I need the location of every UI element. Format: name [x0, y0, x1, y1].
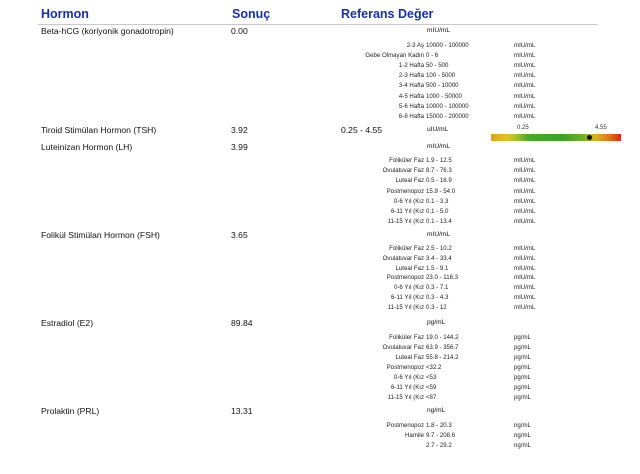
subrange-row — [0, 93, 640, 103]
subrange-label: 0-6 Yıl (Kız — [393, 197, 424, 205]
test-row — [0, 125, 640, 139]
test-result: 89.84 — [231, 318, 253, 328]
subrange-row — [0, 245, 640, 255]
subrange-label: 3-4 Hafta — [398, 82, 424, 90]
subrange-label: 11-15 Yıl (Kız — [387, 394, 424, 401]
subrange-unit: mIU/mL — [514, 157, 536, 164]
subrange-unit: mIU/mL — [514, 72, 536, 80]
subrange-unit: mIU/mL — [514, 177, 536, 185]
subrange-range: 0.3 - 4.3 — [426, 294, 449, 301]
header-divider — [38, 24, 598, 25]
subrange-row — [0, 432, 640, 442]
subrange-range: 2.7 - 29.2 — [426, 442, 452, 450]
subrange-label: Postmenopoz — [386, 364, 424, 371]
test-result: 3.92 — [231, 125, 248, 135]
subrange-row — [0, 274, 640, 284]
subrange-unit: mIU/mL — [514, 42, 536, 49]
subrange-range: 0.1 - 13.4 — [426, 218, 452, 226]
subrange-range: 23.0 - 116.3 — [426, 274, 459, 282]
subrange-range: 100 - 5000 — [426, 72, 456, 80]
subrange-range: 0 - 6 — [426, 52, 439, 60]
subrange-label: 6-11 Yıl (Kız — [391, 208, 424, 215]
subrange-row — [0, 42, 640, 52]
subrange-range: 55.8 - 214.2 — [426, 354, 459, 361]
subrange-unit: mIU/mL — [514, 102, 536, 110]
subrange-row — [0, 52, 640, 62]
subrange-range: 1.9 - 12.5 — [426, 157, 452, 164]
gauge-bar — [491, 134, 621, 141]
subrange-label: Postmenopoz — [386, 274, 424, 282]
subrange-row — [0, 208, 640, 218]
gauge-low-label: 0.25 — [517, 125, 529, 131]
subrange-row — [0, 113, 640, 123]
subrange-label: Ovulatuvar Faz — [382, 344, 424, 351]
header-sonuc: Sonuç — [232, 7, 271, 21]
subrange-label: Foliküler Faz — [389, 245, 424, 252]
subrange-unit: pg/mL — [514, 364, 531, 371]
test-name: Folikül Stimülan Hormon (FSH) — [41, 230, 160, 240]
subrange-label: 2-3 Aş — [406, 42, 424, 49]
subrange-label: 6-8 Hafta — [398, 112, 424, 120]
subrange-row — [0, 157, 640, 167]
test-row — [0, 142, 640, 156]
subrange-label: 0-6 Yıl (Kız — [393, 284, 424, 292]
subrange-label: 11-15 Yıl (Kız — [387, 218, 424, 226]
subrange-unit: mIU/mL — [514, 112, 536, 120]
subrange-row — [0, 265, 640, 275]
subrange-label: 6-11 Yıl (Kız — [391, 294, 424, 301]
subrange-row — [0, 422, 640, 432]
test-name: Estradiol (E2) — [41, 318, 94, 328]
subrange-range: 0.1 - 3.3 — [426, 197, 449, 205]
subrange-unit: pg/mL — [514, 374, 531, 381]
test-result: 3.99 — [231, 142, 248, 152]
subrange-unit: mIU/mL — [514, 264, 536, 272]
subrange-row — [0, 334, 640, 344]
subrange-range: <87 — [426, 394, 437, 401]
subrange-label: Luteal Faz — [395, 177, 424, 185]
test-row — [0, 406, 640, 420]
subrange-row — [0, 374, 640, 384]
subrange-label: Ovulatuvar Faz — [382, 167, 424, 175]
test-row — [0, 26, 640, 40]
subrange-unit: pg/mL — [514, 354, 531, 361]
subrange-range: 10000 - 100000 — [426, 102, 469, 110]
subrange-range: 19.0 - 144.2 — [426, 334, 459, 341]
subrange-label: 6-11 Yıl (Kız — [391, 384, 424, 391]
test-name: Prolaktin (PRL) — [41, 406, 100, 416]
subrange-unit: mIU/mL — [514, 92, 536, 100]
subrange-label: 11-15 Yıl (Kız — [387, 303, 424, 311]
subrange-unit: mIU/mL — [514, 82, 536, 90]
subrange-range: <32.2 — [426, 364, 442, 371]
subrange-row — [0, 284, 640, 294]
subrange-row — [0, 198, 640, 208]
subrange-range: 500 - 10000 — [426, 82, 459, 90]
test-unit: mIU/mL — [427, 27, 451, 34]
subrange-label: Hamile — [405, 432, 424, 440]
subrange-row — [0, 82, 640, 92]
subrange-unit: ng/mL — [514, 422, 531, 429]
subrange-row — [0, 294, 640, 304]
test-name: Luteinizan Hormon (LH) — [41, 142, 133, 152]
subrange-label: 2-3 Hafta — [398, 72, 424, 80]
subrange-row — [0, 364, 640, 374]
subrange-row — [0, 384, 640, 394]
gauge-value-marker — [587, 135, 592, 140]
subrange-range: 63.9 - 356.7 — [426, 344, 459, 351]
subrange-unit: ng/mL — [514, 442, 531, 450]
test-row — [0, 318, 640, 332]
subrange-range: 9.7 - 208.6 — [426, 432, 456, 440]
subrange-label: Foliküler Faz — [389, 157, 424, 164]
subrange-row — [0, 103, 640, 113]
subrange-label: Luteal Faz — [395, 264, 424, 272]
subrange-range: <59 — [426, 384, 437, 391]
subrange-unit: mIU/mL — [514, 303, 536, 311]
subrange-row — [0, 167, 640, 177]
subrange-row — [0, 72, 640, 82]
test-unit: mIU/mL — [427, 143, 451, 150]
test-unit: mIU/mL — [427, 231, 451, 238]
subrange-row — [0, 62, 640, 72]
subrange-range: 0.1 - 5.0 — [426, 208, 449, 215]
subrange-unit: mIU/mL — [514, 218, 536, 226]
test-row — [0, 230, 640, 244]
subrange-range: 3.4 - 33.4 — [426, 254, 452, 262]
subrange-range: 15000 - 200000 — [426, 112, 469, 120]
subrange-label: Luteal Faz — [395, 354, 424, 361]
subrange-unit: ng/mL — [514, 432, 531, 440]
subrange-label: 0-6 Yıl (Kız — [393, 374, 424, 381]
subrange-label: 5-6 Hafta — [398, 102, 424, 110]
subrange-label: Gebe Olmayan Kadın — [365, 52, 424, 60]
subrange-range: 1000 - 50000 — [426, 92, 462, 100]
subrange-row — [0, 344, 640, 354]
subrange-unit: mIU/mL — [514, 62, 536, 70]
test-name: Beta-hCG (koriyonik gonadotropin) — [41, 26, 174, 36]
test-result: 13.31 — [231, 406, 253, 416]
subrange-range: 50 - 500 — [426, 62, 449, 70]
gauge-high-label: 4.55 — [595, 125, 607, 131]
subrange-unit: mIU/mL — [514, 245, 536, 252]
subrange-row — [0, 218, 640, 228]
test-reference: 0.25 - 4.55 — [341, 125, 383, 135]
test-name: Tiroid Stimülan Hormon (TSH) — [41, 125, 157, 135]
table-header — [0, 7, 640, 25]
subrange-unit: pg/mL — [514, 344, 531, 351]
subrange-range: <53 — [426, 374, 437, 381]
subrange-unit: mIU/mL — [514, 284, 536, 292]
subrange-unit: mIU/mL — [514, 167, 536, 175]
test-unit: ng/mL — [427, 407, 446, 414]
subrange-row — [0, 177, 640, 187]
subrange-unit: pg/mL — [514, 384, 531, 391]
subrange-unit: mIU/mL — [514, 187, 536, 195]
subrange-label: Ovulatuvar Faz — [382, 254, 424, 262]
subrange-label: Foliküler Faz — [389, 334, 424, 341]
subrange-range: 0.5 - 16.9 — [426, 177, 452, 185]
subrange-unit: mIU/mL — [514, 294, 536, 301]
subrange-row — [0, 255, 640, 265]
subrange-range: 0.3 - 7.1 — [426, 284, 449, 292]
subrange-range: 0.3 - 12 — [426, 303, 447, 311]
subrange-label: Postmenopoz — [386, 422, 424, 429]
test-result: 0.00 — [231, 26, 248, 36]
test-result: 3.65 — [231, 230, 248, 240]
subrange-unit: mIU/mL — [514, 208, 536, 215]
test-unit: uIU/mL — [427, 126, 449, 133]
subrange-unit: pg/mL — [514, 394, 531, 401]
subrange-range: 8.7 - 76.3 — [426, 167, 452, 175]
subrange-range: 1.8 - 20.3 — [426, 422, 452, 429]
subrange-row — [0, 354, 640, 364]
subrange-range: 1.5 - 9.1 — [426, 264, 449, 272]
subrange-unit: mIU/mL — [514, 52, 536, 60]
subrange-label: 4-5 Hafta — [398, 92, 424, 100]
subrange-row — [0, 188, 640, 198]
subrange-label: Postmenopoz — [386, 187, 424, 195]
subrange-unit: mIU/mL — [514, 197, 536, 205]
subrange-row — [0, 304, 640, 314]
subrange-row — [0, 442, 640, 452]
test-unit: pg/mL — [427, 319, 446, 326]
subrange-label: 1-2 Hafta — [398, 62, 424, 70]
header-hormon: Hormon — [41, 7, 89, 21]
subrange-range: 15.9 - 54.0 — [426, 187, 456, 195]
subrange-range: 2.5 - 10.2 — [426, 245, 452, 252]
header-referans: Referans Değer — [341, 7, 434, 21]
subrange-unit: mIU/mL — [514, 274, 536, 282]
subrange-unit: mIU/mL — [514, 254, 536, 262]
subrange-range: 10000 - 100000 — [426, 42, 469, 49]
subrange-unit: pg/mL — [514, 334, 531, 341]
subrange-row — [0, 394, 640, 404]
